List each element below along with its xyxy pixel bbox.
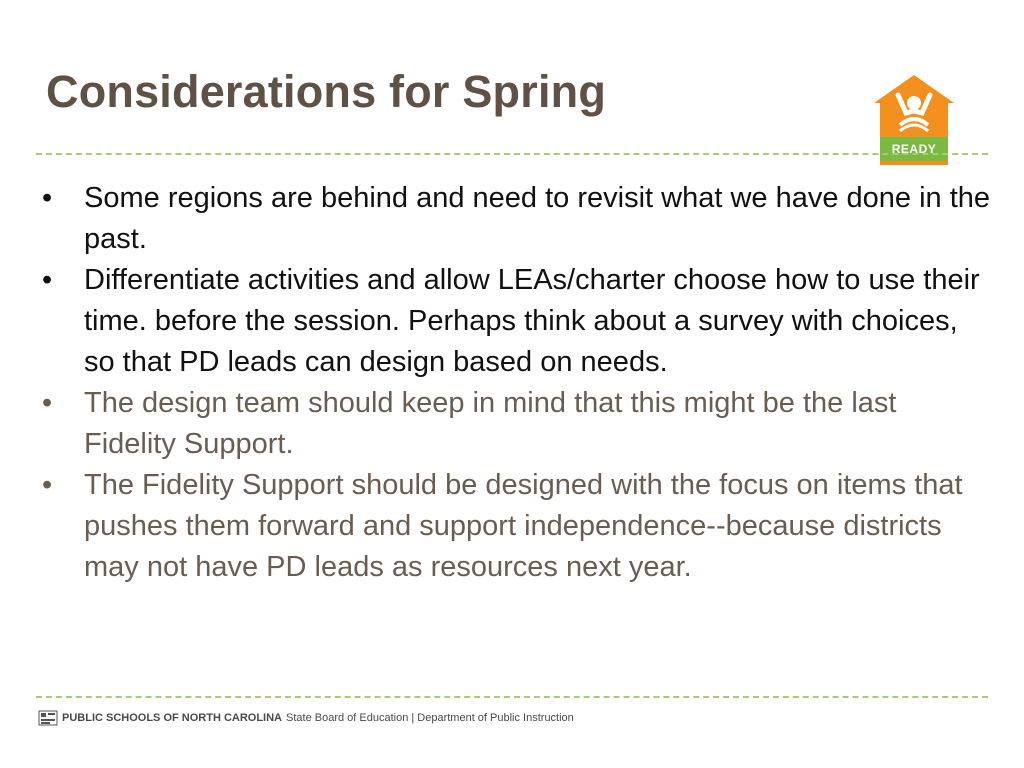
bullet-marker: • (42, 264, 53, 296)
bullet-list (42, 178, 992, 588)
bullet-marker: • (42, 387, 53, 419)
bullet-marker: • (42, 182, 53, 214)
bullet-item (42, 260, 992, 383)
bullet-text: Some regions are behind and need to revisit what we have done in the past. (84, 182, 991, 255)
nc-schools-icon (38, 708, 58, 728)
footer (38, 708, 574, 728)
footer-org: PUBLIC SCHOOLS OF NORTH CAROLINA (62, 712, 282, 724)
top-divider (36, 153, 988, 155)
bullet-text: The Fidelity Support should be designed with the focus on items that pushes them forward and support independence--because districts may not have PD leads as resources next year. (84, 469, 963, 583)
slide-title: Considerations for Spring (46, 66, 607, 117)
bullet-marker: • (42, 469, 53, 501)
bullet-item (42, 178, 992, 260)
footer-rest: State Board of Education | Department of Public Instruction (286, 712, 574, 724)
bullet-text: The design team should keep in mind that this might be the last Fidelity Support. (84, 387, 897, 460)
bullet-item (42, 465, 992, 588)
bullet-item (42, 383, 992, 465)
bottom-divider (36, 696, 988, 698)
bullet-text: Differentiate activities and allow LEAs/charter choose how to use their time. before the session. Perhaps think about a survey with choices, so that PD leads can design based on needs. (84, 264, 980, 378)
logo-text: READY (891, 142, 937, 156)
